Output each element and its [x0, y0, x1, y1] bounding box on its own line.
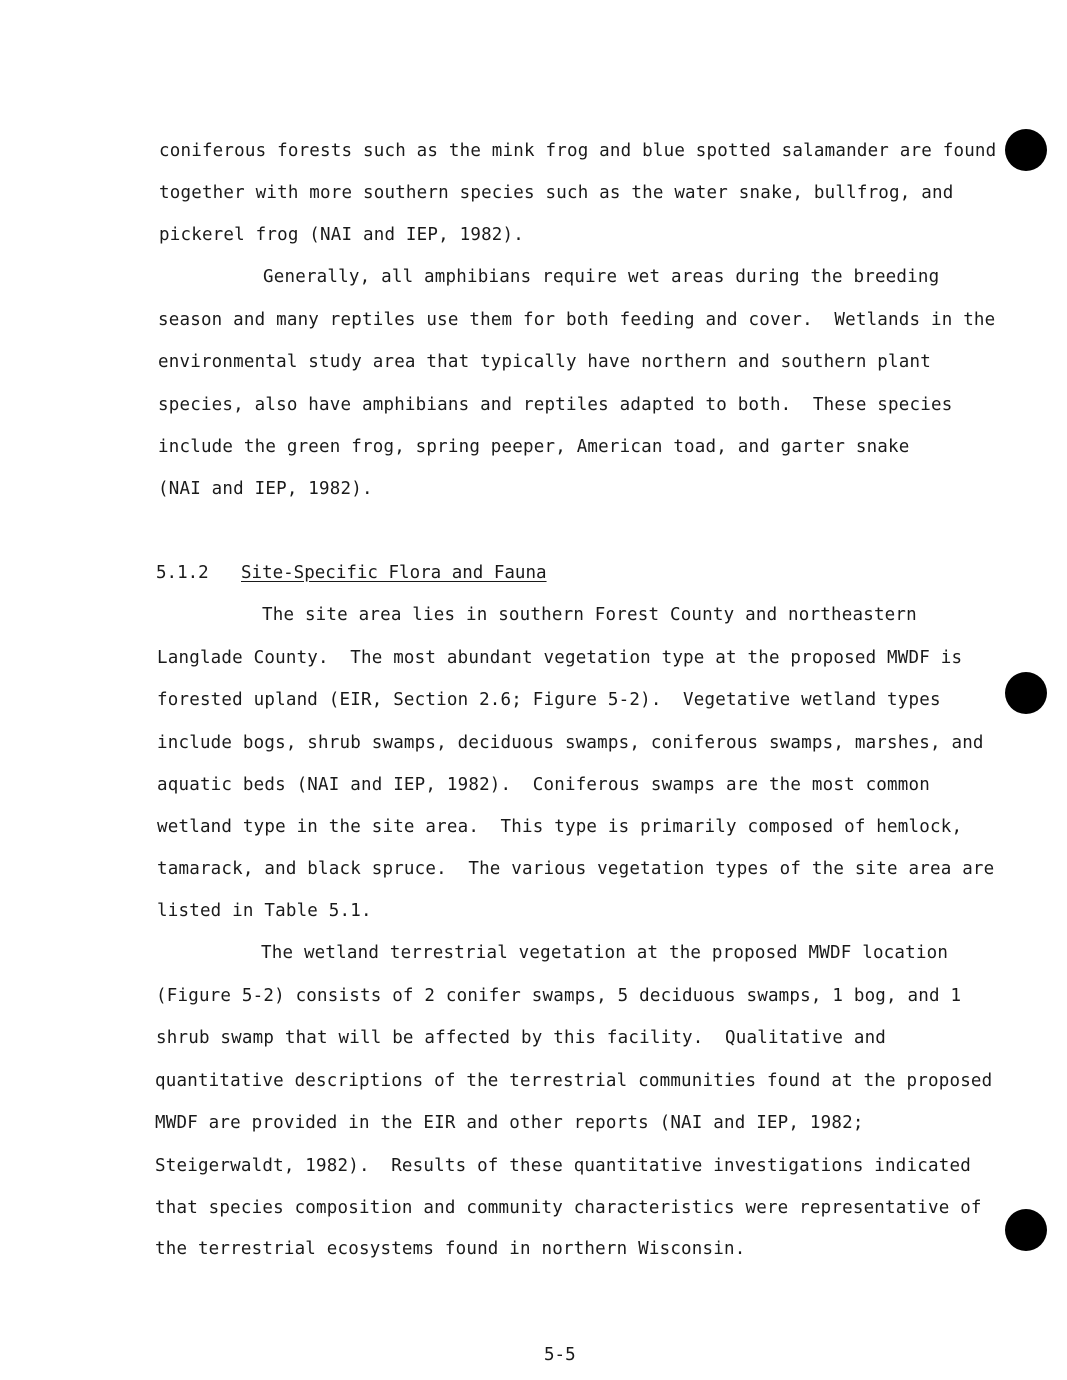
text-line: aquatic beds (NAI and IEP, 1982). Coniferous swamps are the most common: [157, 775, 930, 795]
text-line: MWDF are provided in the EIR and other reports (NAI and IEP, 1982;: [155, 1113, 864, 1133]
text-line: season and many reptiles use them for both feeding and cover. Wetlands in the: [158, 310, 996, 330]
text-line: quantitative descriptions of the terrestrial communities found at the proposed: [155, 1071, 993, 1091]
text-line: the terrestrial ecosystems found in northern Wisconsin.: [155, 1239, 746, 1259]
text-line: include the green frog, spring peeper, American toad, and garter snake: [158, 437, 910, 457]
text-line: forested upland (EIR, Section 2.6; Figure 5-2). Vegetative wetland types: [157, 690, 941, 710]
page-number: 5-5: [544, 1345, 576, 1365]
margin-dot-marker: [1005, 672, 1047, 714]
text-line: wetland type in the site area. This type is primarily composed of hemlock,: [157, 817, 963, 837]
section-title: Site-Specific Flora and Fauna: [241, 563, 547, 583]
margin-dot-marker: [1005, 129, 1047, 171]
text-line: that species composition and community characteristics were representative of: [155, 1198, 982, 1218]
text-line: listed in Table 5.1.: [157, 901, 372, 921]
text-line: environmental study area that typically have northern and southern plant: [158, 352, 931, 372]
text-line: together with more southern species such as the water snake, bullfrog, and: [159, 183, 954, 203]
text-line: pickerel frog (NAI and IEP, 1982).: [159, 225, 525, 245]
text-line: (Figure 5-2) consists of 2 conifer swamps, 5 deciduous swamps, 1 bog, and 1: [156, 986, 962, 1006]
text-line: coniferous forests such as the mink frog and blue spotted salamander are found: [159, 141, 997, 161]
text-line: Steigerwaldt, 1982). Results of these quantitative investigations indicated: [155, 1156, 971, 1176]
text-line: The site area lies in southern Forest County and northeastern: [262, 605, 917, 625]
text-line: Langlade County. The most abundant vegetation type at the proposed MWDF is: [157, 648, 963, 668]
text-line: species, also have amphibians and reptiles adapted to both. These species: [158, 395, 953, 415]
text-line: shrub swamp that will be affected by this facility. Qualitative and: [156, 1028, 887, 1048]
margin-dot-marker: [1005, 1209, 1047, 1251]
text-line: Generally, all amphibians require wet areas during the breeding: [263, 267, 940, 287]
section-number: 5.1.2: [156, 563, 209, 583]
text-line: (NAI and IEP, 1982).: [158, 479, 373, 499]
text-line: tamarack, and black spruce. The various vegetation types of the site area are: [157, 859, 995, 879]
text-line: include bogs, shrub swamps, deciduous swamps, coniferous swamps, marshes, and: [157, 733, 984, 753]
text-line: The wetland terrestrial vegetation at the proposed MWDF location: [261, 943, 949, 963]
